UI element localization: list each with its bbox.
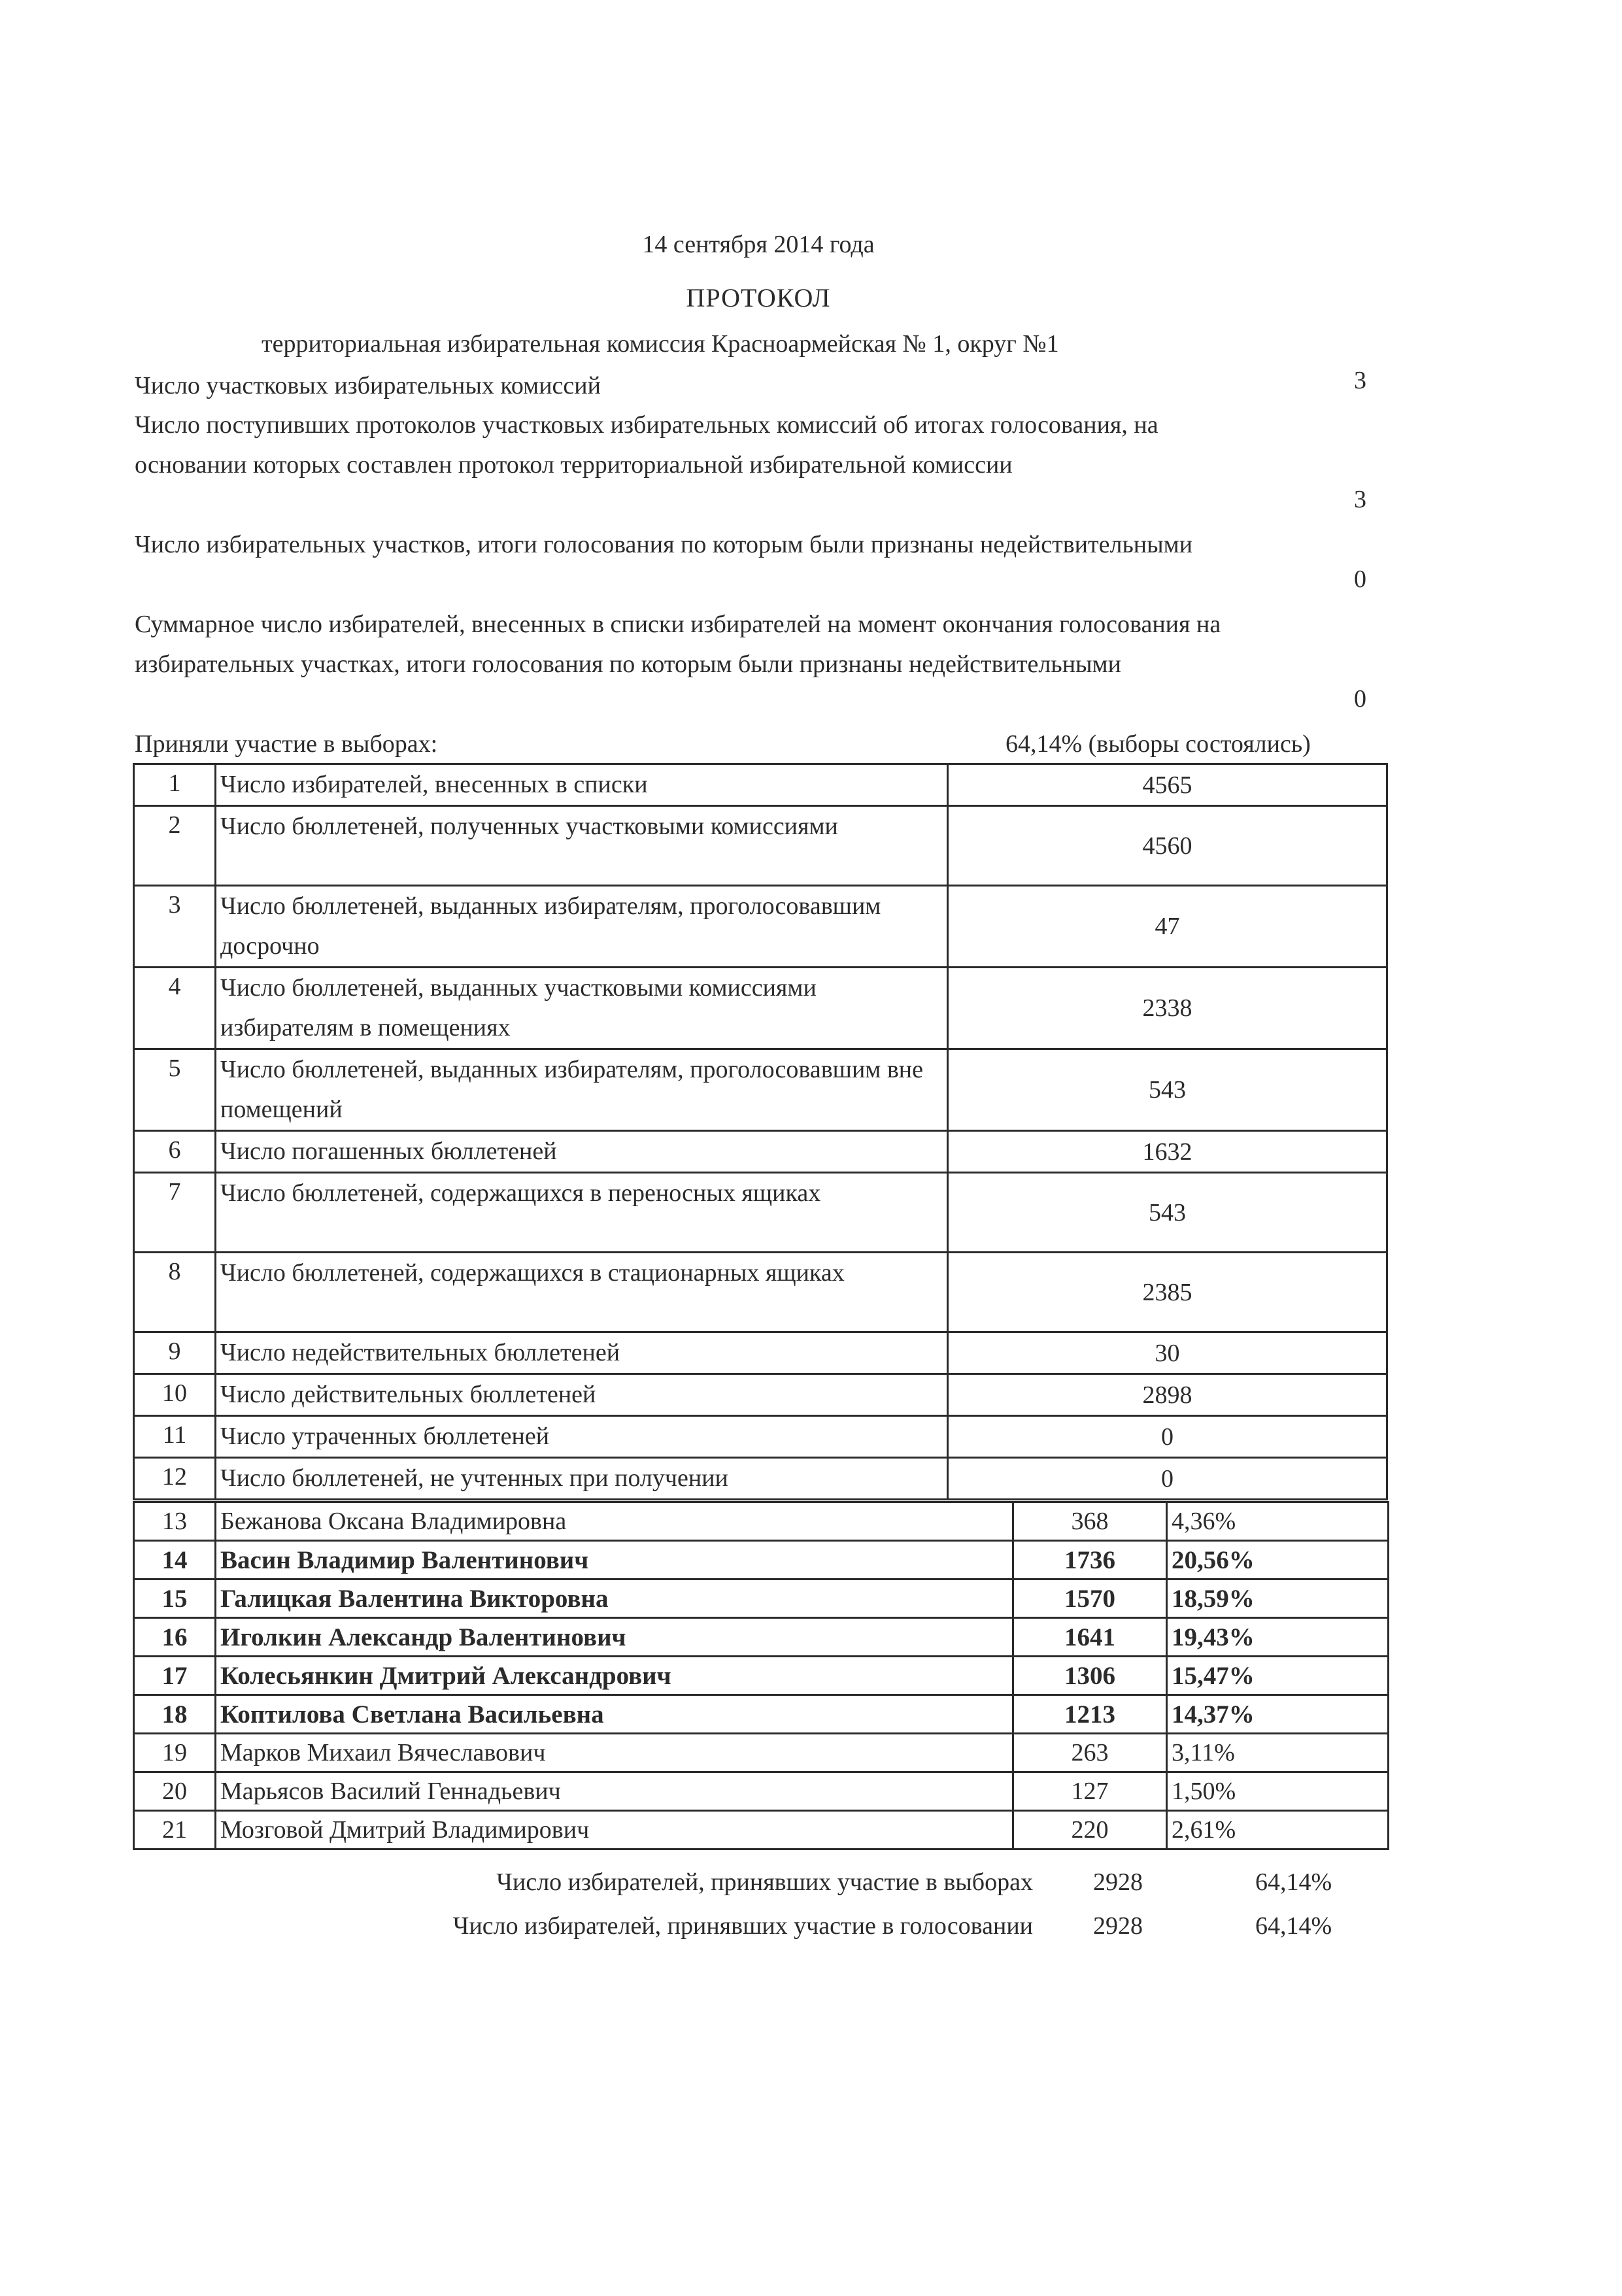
row-number: 1 bbox=[134, 764, 216, 806]
row-value: 0 bbox=[948, 1416, 1387, 1458]
row-label: Число бюллетеней, содержащихся в стационарных ящиках bbox=[216, 1253, 948, 1332]
turnout-label: Приняли участие в выборах: bbox=[135, 730, 438, 758]
row-label: Число бюллетеней, выданных избирателям, проголосовавшим досрочно bbox=[216, 886, 948, 968]
candidate-votes: 1736 bbox=[1013, 1541, 1167, 1579]
row-label: Число избирателей, внесенных в списки bbox=[216, 764, 948, 806]
row-number: 8 bbox=[134, 1253, 216, 1332]
row-value: 47 bbox=[948, 886, 1387, 968]
row-label: Число бюллетеней, содержащихся в переносных ящиках bbox=[216, 1173, 948, 1253]
table-row bbox=[134, 968, 1387, 1049]
table-row bbox=[134, 1253, 1387, 1332]
candidate-votes: 368 bbox=[1013, 1502, 1167, 1541]
row-number: 7 bbox=[134, 1173, 216, 1253]
candidate-votes: 1641 bbox=[1013, 1618, 1167, 1657]
info-label-invalid-stations: Число избирательных участков, итоги голосования по которым были признаны недействительными bbox=[135, 531, 1193, 558]
row-number: 3 bbox=[134, 886, 216, 968]
row-value: 4565 bbox=[948, 764, 1387, 806]
candidate-number: 20 bbox=[134, 1772, 216, 1811]
candidate-percent: 1,50% bbox=[1167, 1772, 1389, 1811]
candidate-percent: 4,36% bbox=[1167, 1502, 1389, 1541]
candidate-number: 19 bbox=[134, 1734, 216, 1772]
candidate-number: 18 bbox=[134, 1695, 216, 1734]
candidate-percent: 15,47% bbox=[1167, 1657, 1389, 1695]
table-row bbox=[134, 1374, 1387, 1416]
table-row bbox=[134, 1332, 1387, 1374]
info-value-invalid-stations: 0 bbox=[1354, 566, 1366, 593]
table-row bbox=[134, 886, 1387, 968]
candidate-name: Коптилова Светлана Васильевна bbox=[216, 1695, 1013, 1734]
summary-label-voting: Число избирателей, принявших участие в голосовании bbox=[452, 1912, 1033, 1940]
table-row bbox=[134, 1173, 1387, 1253]
summary-pct-voting: 64,14% bbox=[1255, 1912, 1332, 1940]
row-label: Число погашенных бюллетеней bbox=[216, 1131, 948, 1173]
document-date: 14 сентября 2014 года bbox=[642, 231, 875, 258]
row-number: 2 bbox=[134, 806, 216, 886]
row-number: 11 bbox=[134, 1416, 216, 1458]
candidate-name: Васин Владимир Валентинович bbox=[216, 1541, 1013, 1579]
row-value: 2898 bbox=[948, 1374, 1387, 1416]
candidate-name: Бежанова Оксана Владимировна bbox=[216, 1502, 1013, 1541]
document-subtitle: территориальная избирательная комиссия Красноармейская № 1, округ №1 bbox=[262, 330, 1059, 358]
candidate-row bbox=[134, 1541, 1389, 1579]
row-value: 543 bbox=[948, 1173, 1387, 1253]
candidate-number: 17 bbox=[134, 1657, 216, 1695]
candidate-name: Марьясов Василий Геннадьевич bbox=[216, 1772, 1013, 1811]
table-row bbox=[134, 1416, 1387, 1458]
table-row bbox=[134, 1458, 1387, 1500]
candidate-percent: 18,59% bbox=[1167, 1579, 1389, 1618]
info-label-protocols: Число поступивших протоколов участковых избирательных комиссий об итогах голосования, на основании которых составлен протокол территориальной избирательной комиссии bbox=[135, 411, 1158, 479]
summary-label-elections: Число избирателей, принявших участие в выборах bbox=[496, 1868, 1033, 1896]
row-value: 2385 bbox=[948, 1253, 1387, 1332]
candidate-votes: 1213 bbox=[1013, 1695, 1167, 1734]
row-label: Число недействительных бюллетеней bbox=[216, 1332, 948, 1374]
candidate-name: Мозговой Дмитрий Владимирович bbox=[216, 1811, 1013, 1849]
candidate-name: Колесьянкин Дмитрий Александрович bbox=[216, 1657, 1013, 1695]
row-number: 10 bbox=[134, 1374, 216, 1416]
row-label: Число бюллетеней, полученных участковыми комиссиями bbox=[216, 806, 948, 886]
row-number: 9 bbox=[134, 1332, 216, 1374]
candidate-row bbox=[134, 1811, 1389, 1849]
candidate-row bbox=[134, 1579, 1389, 1618]
candidate-percent: 2,61% bbox=[1167, 1811, 1389, 1849]
row-number: 5 bbox=[134, 1049, 216, 1131]
candidate-row bbox=[134, 1772, 1389, 1811]
document-title: ПРОТОКОЛ bbox=[686, 283, 831, 312]
candidate-row bbox=[134, 1734, 1389, 1772]
candidates-table bbox=[133, 1501, 1389, 1850]
summary-pct-elections: 64,14% bbox=[1255, 1868, 1332, 1896]
info-label-commissions: Число участковых избирательных комиссий bbox=[135, 372, 601, 399]
info-label-invalid-voters: Суммарное число избирателей, внесенных в списки избирателей на момент окончания голосования на избирательных участках, итоги голосования по которым были признаны недействительными bbox=[135, 611, 1221, 678]
row-label: Число бюллетеней, не учтенных при получении bbox=[216, 1458, 948, 1500]
candidate-votes: 263 bbox=[1013, 1734, 1167, 1772]
row-label: Число бюллетеней, выданных избирателям, проголосовавшим вне помещений bbox=[216, 1049, 948, 1131]
row-label: Число бюллетеней, выданных участковыми комиссиями избирателям в помещениях bbox=[216, 968, 948, 1049]
candidate-percent: 3,11% bbox=[1167, 1734, 1389, 1772]
candidate-number: 16 bbox=[134, 1618, 216, 1657]
candidate-row bbox=[134, 1502, 1389, 1541]
candidate-number: 14 bbox=[134, 1541, 216, 1579]
table-row bbox=[134, 1049, 1387, 1131]
candidate-number: 21 bbox=[134, 1811, 216, 1849]
row-label: Число действительных бюллетеней bbox=[216, 1374, 948, 1416]
candidate-votes: 220 bbox=[1013, 1811, 1167, 1849]
candidate-percent: 20,56% bbox=[1167, 1541, 1389, 1579]
row-value: 1632 bbox=[948, 1131, 1387, 1173]
info-value-commissions: 3 bbox=[1354, 367, 1366, 394]
candidate-number: 15 bbox=[134, 1579, 216, 1618]
ballots-table bbox=[133, 763, 1388, 1500]
row-number: 4 bbox=[134, 968, 216, 1049]
row-number: 12 bbox=[134, 1458, 216, 1500]
row-value: 2338 bbox=[948, 968, 1387, 1049]
row-value: 30 bbox=[948, 1332, 1387, 1374]
summary-count-elections: 2928 bbox=[1093, 1868, 1143, 1896]
row-value: 4560 bbox=[948, 806, 1387, 886]
candidate-row bbox=[134, 1657, 1389, 1695]
table-row bbox=[134, 806, 1387, 886]
row-number: 6 bbox=[134, 1131, 216, 1173]
candidate-number: 13 bbox=[134, 1502, 216, 1541]
table-row bbox=[134, 1131, 1387, 1173]
candidate-votes: 1306 bbox=[1013, 1657, 1167, 1695]
turnout-value: 64,14% (выборы состоялись) bbox=[1005, 730, 1311, 758]
row-value: 0 bbox=[948, 1458, 1387, 1500]
candidate-name: Иголкин Александр Валентинович bbox=[216, 1618, 1013, 1657]
candidate-row bbox=[134, 1618, 1389, 1657]
candidate-row bbox=[134, 1695, 1389, 1734]
table-row bbox=[134, 764, 1387, 806]
candidate-name: Галицкая Валентина Викторовна bbox=[216, 1579, 1013, 1618]
info-value-protocols: 3 bbox=[1354, 486, 1366, 513]
candidate-percent: 19,43% bbox=[1167, 1618, 1389, 1657]
row-label: Число утраченных бюллетеней bbox=[216, 1416, 948, 1458]
candidate-votes: 127 bbox=[1013, 1772, 1167, 1811]
candidate-percent: 14,37% bbox=[1167, 1695, 1389, 1734]
candidate-votes: 1570 bbox=[1013, 1579, 1167, 1618]
info-value-invalid-voters: 0 bbox=[1354, 685, 1366, 713]
summary-count-voting: 2928 bbox=[1093, 1912, 1143, 1940]
candidate-name: Марков Михаил Вячеславович bbox=[216, 1734, 1013, 1772]
row-value: 543 bbox=[948, 1049, 1387, 1131]
